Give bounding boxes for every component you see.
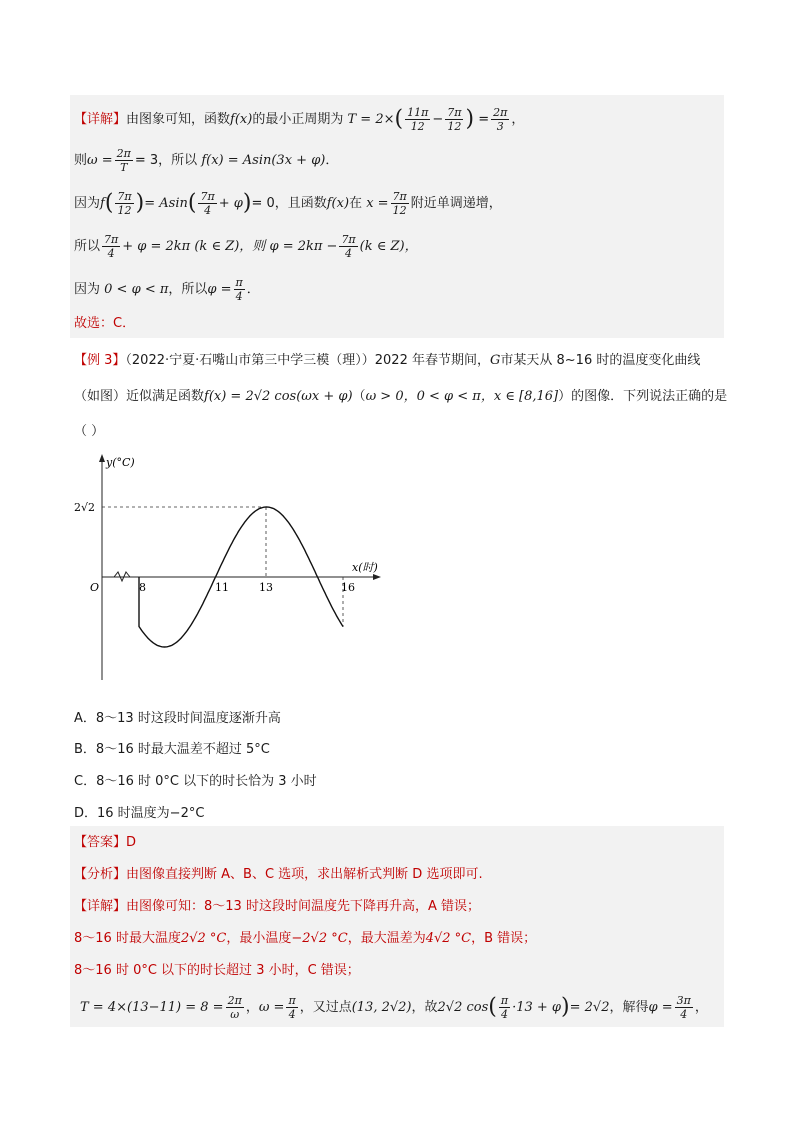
fraction: $\frac{7\pi}{12}$ <box>117 190 132 217</box>
fraction: $\frac{\pi}{4}$ <box>288 994 296 1021</box>
x-tick-11: 11 <box>215 581 229 594</box>
detail-row-4: T = 4×(13−11) = 8 = $\frac{2\pi}{\omega}$ ，ω = $\frac{\pi}{4}$ ，又过点(13, 2√2)，故2√2 cos( $\frac{\pi}{4}$ ·13 + φ)= 2√2，解得φ = $\frac{3\pi}{4}$ ， <box>80 994 708 1021</box>
x-axis-arrow <box>373 574 381 580</box>
example-line1: 【例 3】（2022·宁夏·石嘴山市第三中学三模（理））2022 年春节期间，G市某天从 8~16 时的温度变化曲线 <box>74 353 701 368</box>
fraction: $\frac{\pi}{4}$ <box>500 994 509 1021</box>
example-line2: （如图）近似满足函数f(x) = 2√2 cos(ωx + φ)（ω > 0，0 < φ < π，x ∈ [8,16]）的图像．下列说法正确的是 <box>74 389 728 404</box>
y-axis-label: y(°C) <box>106 456 135 469</box>
detail1-line1: 【详解】由图象可知，函数f(x)的最小正周期为 T = 2×( $\frac{11\pi}{12}$ − $\frac{7\pi}{12}$ ) = $\frac{2\pi}{3}$ ， <box>74 106 525 133</box>
y-tick-label: 2√2 <box>74 501 96 514</box>
detail-row-2: 8～16 时最大温度2√2 °C，最小温度−2√2 °C，最大温差为4√2 °C，B 错误； <box>74 931 537 946</box>
fraction: $\frac{7\pi}{4}$ <box>104 233 119 260</box>
detail1-line2: 则ω = $\frac{2\pi}{T}$ = 3，所以 f(x) = Asin(3x + φ)． <box>74 147 339 174</box>
x-tick-8: 8 <box>139 581 146 594</box>
fraction: $\frac{7\pi}{12}$ <box>447 106 462 133</box>
analysis-row: 【分析】由图像直接判断 A、B、C 选项，求出解析式判断 D 选项即可. <box>74 867 483 882</box>
y-axis-arrow <box>99 454 105 462</box>
option-a: A．8～13 时这段时间温度逐渐升高 <box>74 711 281 726</box>
fraction: $\frac{7\pi}{4}$ <box>341 233 356 260</box>
fraction: $\frac{7\pi}{12}$ <box>392 190 407 217</box>
option-c: C．8～16 时 0°C 以下的时长恰为 3 小时 <box>74 774 317 789</box>
detail1-line5: 因为 0 < φ < π，所以φ = $\frac{\pi}{4}$ ． <box>74 276 260 303</box>
x-tick-13: 13 <box>259 581 273 594</box>
detail1-line3: 因为f( $\frac{7\pi}{12}$ )= Asin( $\frac{7\pi}{4}$ + φ)= 0，且函数f(x)在 x = $\frac{7\pi}{12}$ 附近单调递增， <box>74 190 502 217</box>
example-line3: （ ） <box>74 424 105 439</box>
fraction: $\frac{\pi}{4}$ <box>235 276 243 303</box>
option-b: B．8～16 时最大温差不超过 5°C <box>74 742 270 757</box>
fraction: $\frac{2\pi}{T}$ <box>116 147 131 174</box>
detail-row-3: 8～16 时 0°C 以下的时长超过 3 小时，C 错误； <box>74 963 360 978</box>
fraction: $\frac{11\pi}{12}$ <box>407 106 429 133</box>
detail1-line4: 所以 $\frac{7\pi}{4}$ + φ = 2kπ (k ∈ Z)，则 φ = 2kπ − $\frac{7\pi}{4}$ (k ∈ Z)， <box>74 233 418 260</box>
x-axis-label: x(时) <box>352 561 378 574</box>
answer-line: 故选：C． <box>74 316 136 331</box>
fraction: $\frac{2\pi}{\omega}$ <box>227 994 242 1021</box>
temperature-graph <box>70 450 390 690</box>
fraction: $\frac{3\pi}{4}$ <box>676 994 691 1021</box>
origin-label: O <box>90 581 100 594</box>
detail-row-1: 【详解】由图像可知：8～13 时这段时间温度先下降再升高，A 错误； <box>74 899 480 914</box>
fraction: $\frac{7\pi}{4}$ <box>200 190 215 217</box>
answer-row: 【答案】D <box>74 835 137 850</box>
option-d: D．16 时温度为−2°C <box>74 806 205 821</box>
fraction: $\frac{2\pi}{3}$ <box>493 106 508 133</box>
x-tick-16: 16 <box>341 581 355 594</box>
detail-tag: 【详解】 <box>74 112 127 127</box>
